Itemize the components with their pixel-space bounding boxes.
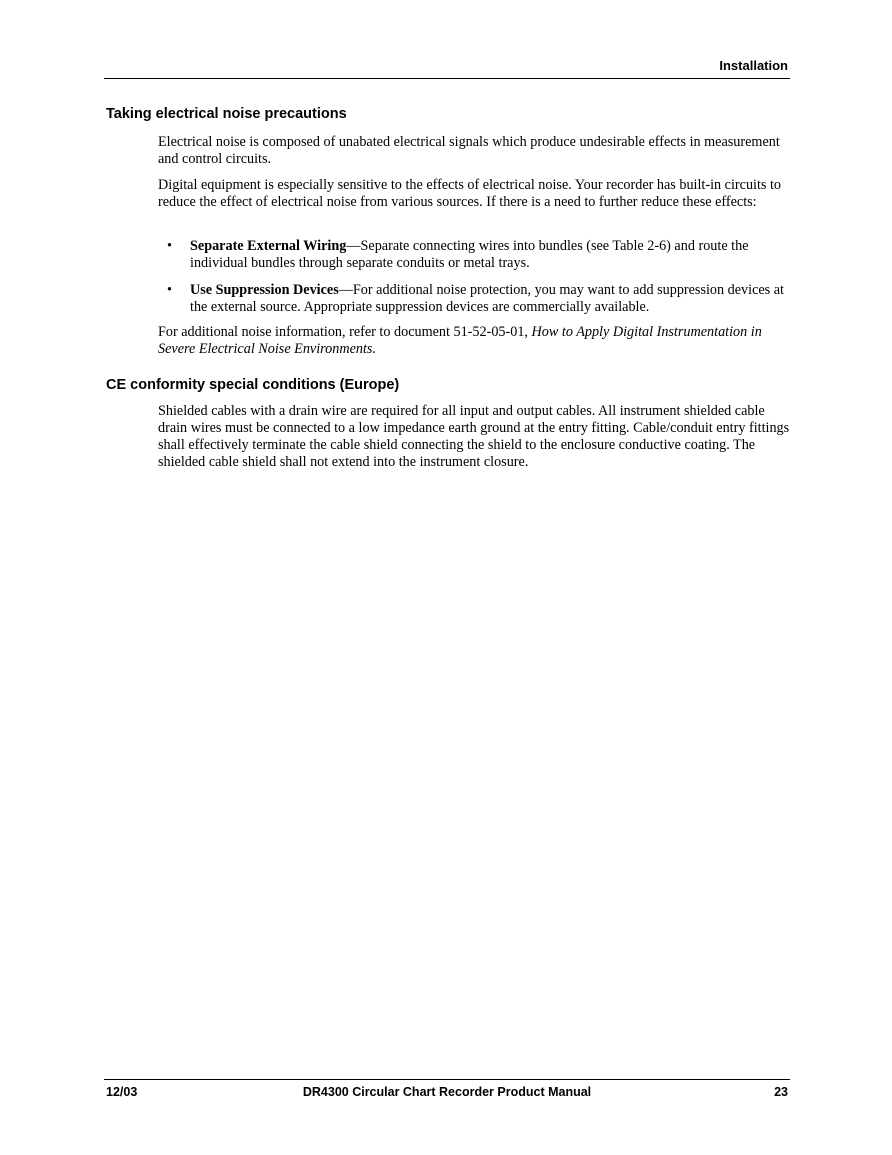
- bullet-icon: •: [167, 238, 172, 254]
- reference-document-title: How to Apply Digital Instrumentation in Severe Electrical Noise Environments.: [158, 324, 762, 357]
- paragraph-shielded-cables: Shielded cables with a drain wire are required for all input and output cables. All instrument shielded cable drain wires must be connected to a low impedance earth ground at the entry fitting. Cable/conduit entry fittings shall effectively terminate the cable shield connecting the shield to the enclosure conductive coating. The shielded cable shield shall not extend into the instrument closure.: [158, 403, 790, 470]
- page-footer: [104, 1079, 790, 1104]
- page-number: 23: [774, 1085, 788, 1099]
- header-title: Installation: [719, 58, 788, 73]
- footer-manual-title: DR4300 Circular Chart Recorder Product Manual: [302, 1085, 592, 1099]
- bullet-text: —Separate connecting wires into bundles (see Table 2-6) and route the individual bundles through separate conduits or metal trays.: [190, 238, 749, 271]
- reference-text: For additional noise information, refer to document 51-52-05-01,: [158, 324, 532, 340]
- bullet-term: Use Suppression Devices: [190, 282, 339, 298]
- paragraph-digital-equipment: Digital equipment is especially sensitive to the effects of electrical noise. Your recorder has built-in circuits to reduce the effect of electrical noise from various sources. If there is a need to further reduce these effects:: [158, 177, 782, 210]
- list-item: [158, 282, 790, 316]
- footer-date: 12/03: [106, 1085, 138, 1099]
- bullet-text: —For additional noise protection, you may want to add suppression devices at the external source. Appropriate suppression devices are commercially available.: [190, 282, 784, 315]
- section-heading-noise: Taking electrical noise precautions: [106, 106, 347, 122]
- section-heading-ce-conformity: CE conformity special conditions (Europe): [106, 377, 400, 393]
- noise-reduction-list: [158, 238, 790, 326]
- paragraph-noise-definition: Electrical noise is composed of unabated electrical signals which produce undesirable effects in measurement and control circuits.: [158, 134, 780, 167]
- list-item: [158, 238, 790, 272]
- bullet-term: Separate External Wiring: [190, 238, 347, 254]
- bullet-icon: •: [167, 282, 172, 298]
- paragraph-additional-info: [158, 324, 790, 358]
- page-header: [104, 58, 790, 79]
